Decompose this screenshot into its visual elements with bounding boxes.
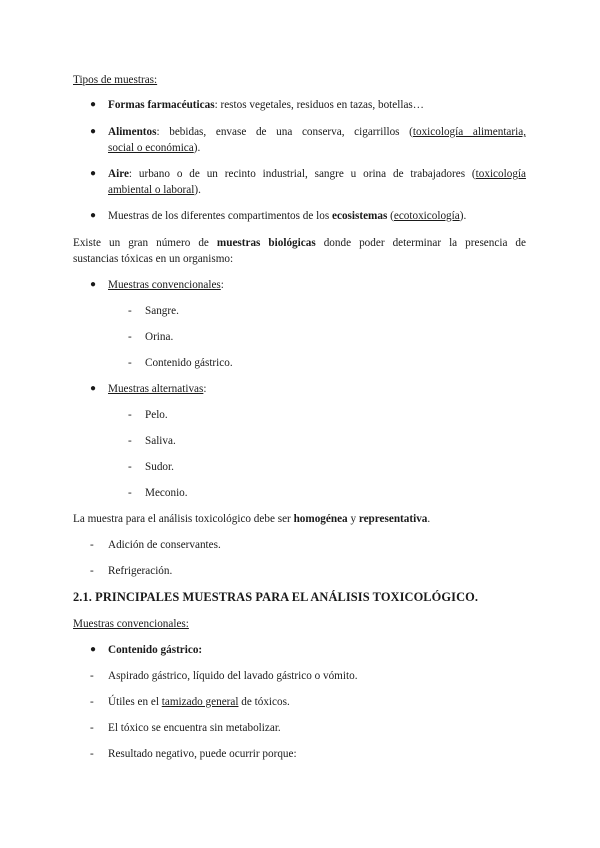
sub-item: Sudor. — [145, 461, 174, 473]
dash-icon: - — [90, 670, 94, 682]
dash-icon: - — [128, 331, 132, 343]
list-item-formas: Formas farmacéuticas: restos vegetales, residuos en tazas, botellas… — [108, 99, 424, 111]
dash-icon: - — [128, 409, 132, 421]
sub-item: Meconio. — [145, 487, 188, 499]
list-item-aire-cont: ambiental o laboral). — [108, 184, 201, 196]
dash-icon: - — [128, 461, 132, 473]
dash-icon: - — [128, 435, 132, 447]
bullet-icon: ● — [90, 383, 97, 394]
list-item: Útiles en el tamizado general de tóxicos. — [108, 696, 290, 708]
list-item-alimentos-cont: social o económica). — [108, 142, 201, 154]
sub-item: Saliva. — [145, 435, 176, 447]
list-item: Refrigeración. — [108, 565, 173, 577]
paragraph-biologicas: Existe un gran número de muestras biológicas donde poder determinar la presencia de — [73, 237, 526, 249]
section-subheading: Muestras convencionales: — [73, 618, 189, 630]
dash-icon: - — [90, 722, 94, 734]
list-item: Adición de conservantes. — [108, 539, 221, 551]
bullet-icon: ● — [90, 644, 97, 655]
list-item-contenido-gastrico: Contenido gástrico: — [108, 644, 203, 656]
sub-item: Orina. — [145, 331, 174, 343]
paragraph-requisito: La muestra para el análisis toxicológico debe ser homogénea y representativa. — [73, 513, 431, 525]
bullet-icon: ● — [90, 279, 97, 290]
list-item-alimentos: Alimentos: bebidas, envase de una conserva, cigarrillos (toxicología alimentaria, — [108, 126, 526, 138]
dash-icon: - — [90, 565, 94, 577]
dash-icon: - — [90, 539, 94, 551]
bullet-icon: ● — [90, 168, 97, 179]
dash-icon: - — [128, 487, 132, 499]
bullet-icon: ● — [90, 99, 97, 110]
dash-icon: - — [90, 748, 94, 760]
list-item-convencionales: Muestras convencionales: — [108, 279, 224, 291]
paragraph-biologicas-cont: sustancias tóxicas en un organismo: — [73, 253, 234, 265]
section-title: 2.1. PRINCIPALES MUESTRAS PARA EL ANÁLISIS TOXICOLÓGICO. — [73, 590, 479, 604]
bullet-icon: ● — [90, 126, 97, 137]
bullet-icon: ● — [90, 210, 97, 221]
sub-item: Contenido gástrico. — [145, 357, 233, 369]
dash-icon: - — [128, 357, 132, 369]
list-item: Resultado negativo, puede ocurrir porque: — [108, 748, 297, 760]
list-item-aire: Aire: urbano o de un recinto industrial, sangre u orina de trabajadores (toxicología — [108, 168, 526, 180]
dash-icon: - — [90, 696, 94, 708]
dash-icon: - — [128, 305, 132, 317]
list-item-ecosistemas: Muestras de los diferentes compartimentos de los ecosistemas (ecotoxicología). — [108, 210, 467, 222]
list-item: Aspirado gástrico, líquido del lavado gástrico o vómito. — [108, 670, 358, 682]
sub-item: Pelo. — [145, 409, 168, 421]
tipos-heading: Tipos de muestras: — [73, 74, 158, 86]
list-item-alternativas: Muestras alternativas: — [108, 383, 207, 395]
list-item: El tóxico se encuentra sin metabolizar. — [108, 722, 281, 734]
sub-item: Sangre. — [145, 305, 179, 317]
